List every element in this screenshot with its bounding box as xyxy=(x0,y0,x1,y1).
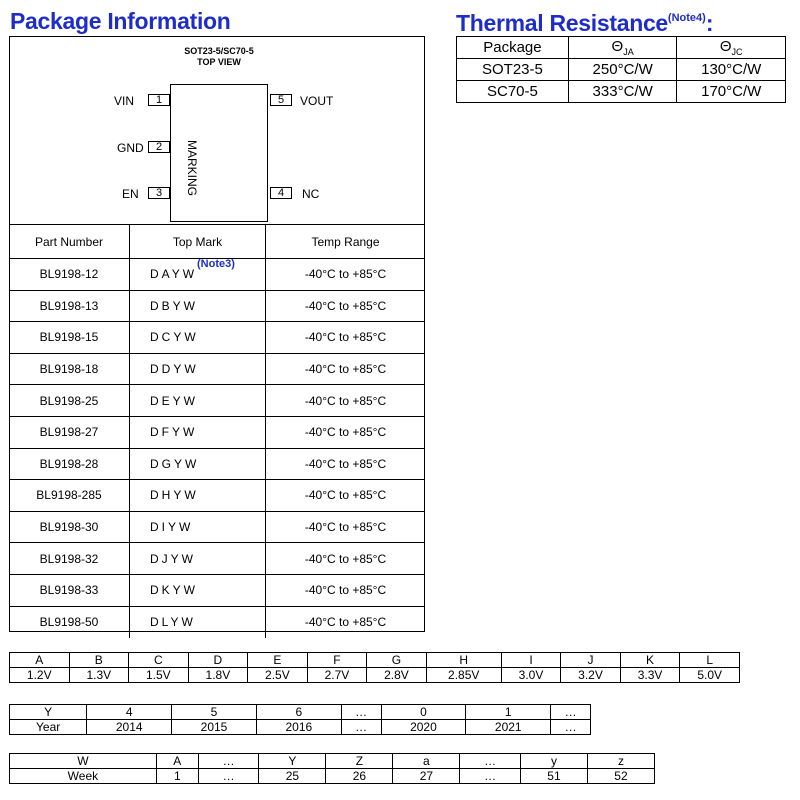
code-table-cell: 5.0V xyxy=(680,668,740,683)
code-table-cell: A xyxy=(156,754,198,769)
code-table-cell: 1.3V xyxy=(69,668,129,683)
thermal-note: (Note4) xyxy=(667,11,706,24)
code-table-row xyxy=(10,705,591,720)
code-table-cell: 26 xyxy=(326,769,393,784)
header-temp-range: Temp Range xyxy=(266,225,426,259)
code-table-cell: 3.3V xyxy=(620,668,680,683)
year-code-table xyxy=(9,704,591,735)
code-table-cell: 4 xyxy=(87,705,172,720)
code-table-cell: 2.8V xyxy=(367,668,427,683)
pin-5: 5 xyxy=(270,94,292,106)
temp-range-cell: -40°C to +85°C xyxy=(266,511,426,543)
thermal-title: Thermal Resistance xyxy=(456,10,668,36)
top-mark-cell xyxy=(130,385,266,417)
code-table-row xyxy=(10,653,740,668)
voltage-code-table xyxy=(9,652,740,683)
header-top-mark: Top Mark xyxy=(130,225,266,259)
code-table-cell: a xyxy=(393,754,460,769)
temp-range-cell: -40°C to +85°C xyxy=(266,259,426,291)
top-mark-cell xyxy=(130,574,266,606)
temp-range-cell: -40°C to +85°C xyxy=(266,606,426,638)
code-table-cell: 2.85V xyxy=(426,668,501,683)
thermal-cell: 170°C/W xyxy=(677,81,786,103)
top-mark-text: DBYW xyxy=(150,298,198,313)
code-table-cell: E xyxy=(248,653,308,668)
top-mark-cell xyxy=(130,322,266,354)
top-mark-text: DCYW xyxy=(150,330,199,345)
code-table-cell: 6 xyxy=(256,705,341,720)
top-mark-cell xyxy=(130,511,266,543)
theta-symbol: Θ xyxy=(611,38,624,55)
code-table-cell: … xyxy=(460,754,521,769)
code-table-cell: 3.2V xyxy=(561,668,621,683)
temp-range-cell: -40°C to +85°C xyxy=(266,416,426,448)
part-row xyxy=(9,259,425,291)
package-caption-line2: TOP VIEW xyxy=(197,57,241,67)
code-table-cell: 2021 xyxy=(466,720,551,735)
code-table-cell: z xyxy=(587,754,654,769)
part-row xyxy=(9,480,425,512)
part-number-cell: BL9198-18 xyxy=(9,353,130,385)
top-mark-text: DGYW xyxy=(150,456,200,471)
code-table-cell: … xyxy=(341,705,381,720)
top-mark-text: DDYW xyxy=(150,362,199,377)
code-table-cell: Y xyxy=(259,754,326,769)
code-table-cell: 2.5V xyxy=(248,668,308,683)
thermal-header-theta-ja xyxy=(568,37,677,59)
code-table-cell: F xyxy=(307,653,367,668)
theta-jc-sub: JC xyxy=(731,47,743,57)
pin-2: 2 xyxy=(148,141,170,153)
top-mark-cell xyxy=(130,606,266,638)
top-mark-cell xyxy=(130,259,266,291)
code-table-cell: C xyxy=(129,653,189,668)
code-table-cell: A xyxy=(10,653,70,668)
part-number-cell: BL9198-25 xyxy=(9,385,130,417)
part-number-cell: BL9198-15 xyxy=(9,322,130,354)
code-table-cell: 1 xyxy=(466,705,551,720)
top-mark-text: DIYW xyxy=(150,520,194,535)
thermal-table xyxy=(456,36,786,103)
week-code-table xyxy=(9,753,655,784)
code-table-cell: 27 xyxy=(393,769,460,784)
code-table-cell: Year xyxy=(10,720,87,735)
temp-range-cell: -40°C to +85°C xyxy=(266,480,426,512)
thermal-cell: 250°C/W xyxy=(568,59,677,81)
code-table-cell: … xyxy=(551,705,591,720)
pin-label-vout: VOUT xyxy=(300,94,334,108)
code-table-cell: 1.5V xyxy=(129,668,189,683)
code-table-cell: y xyxy=(520,754,587,769)
code-table-cell: W xyxy=(10,754,157,769)
temp-range-cell: -40°C to +85°C xyxy=(266,385,426,417)
code-table-cell: 1.2V xyxy=(10,668,70,683)
code-table-cell: 2015 xyxy=(172,720,257,735)
thermal-cell: SC70-5 xyxy=(457,81,569,103)
top-mark-text: DJYW xyxy=(150,551,196,566)
pin-label-gnd: GND xyxy=(117,141,144,155)
temp-range-cell: -40°C to +85°C xyxy=(266,448,426,480)
theta-ja-sub: JA xyxy=(623,47,634,57)
part-row xyxy=(9,416,425,448)
part-number-cell: BL9198-27 xyxy=(9,416,130,448)
thermal-cell: SOT23-5 xyxy=(457,59,569,81)
code-table-row xyxy=(10,668,740,683)
code-table-row xyxy=(10,769,655,784)
top-mark-cell xyxy=(130,353,266,385)
code-table-cell: … xyxy=(551,720,591,735)
code-table-cell: Y xyxy=(10,705,87,720)
thermal-row xyxy=(457,59,786,81)
code-table-cell: 1.8V xyxy=(188,668,248,683)
thermal-header-theta-jc xyxy=(677,37,786,59)
part-number-cell: BL9198-33 xyxy=(9,574,130,606)
part-number-cell: BL9198-32 xyxy=(9,543,130,575)
code-table-cell: 2014 xyxy=(87,720,172,735)
code-table-cell: I xyxy=(501,653,561,668)
part-number-cell: BL9198-285 xyxy=(9,480,130,512)
part-number-cell: BL9198-12 xyxy=(9,259,130,291)
top-mark-text: DLYW xyxy=(150,615,196,630)
top-mark-text: DKYW xyxy=(150,583,198,598)
code-table-row xyxy=(10,754,655,769)
pin-label-en: EN xyxy=(122,187,139,201)
part-table-header xyxy=(9,225,425,259)
code-table-cell: 2016 xyxy=(256,720,341,735)
part-number-table xyxy=(9,224,425,638)
chip-marking-label: MARKING xyxy=(185,140,199,197)
thermal-title-wrap xyxy=(456,10,713,37)
code-table-cell: 2020 xyxy=(381,720,466,735)
top-mark-cell xyxy=(130,543,266,575)
thermal-header-row xyxy=(457,37,786,59)
thermal-colon: : xyxy=(705,10,714,36)
code-table-cell: 0 xyxy=(381,705,466,720)
top-mark-cell xyxy=(130,416,266,448)
part-row xyxy=(9,543,425,575)
part-row xyxy=(9,385,425,417)
pin-label-nc: NC xyxy=(302,187,320,201)
theta-symbol: Θ xyxy=(719,38,732,55)
temp-range-cell: -40°C to +85°C xyxy=(266,322,426,354)
top-mark-text: DEYW xyxy=(150,393,198,408)
part-row xyxy=(9,353,425,385)
temp-range-cell: -40°C to +85°C xyxy=(266,290,426,322)
top-mark-cell xyxy=(130,448,266,480)
part-row xyxy=(9,290,425,322)
code-table-row xyxy=(10,720,591,735)
code-table-cell: 51 xyxy=(520,769,587,784)
code-table-cell: 25 xyxy=(259,769,326,784)
thermal-cell: 130°C/W xyxy=(677,59,786,81)
part-number-cell: BL9198-28 xyxy=(9,448,130,480)
code-table-cell: … xyxy=(198,769,259,784)
code-table-cell: J xyxy=(561,653,621,668)
code-table-cell: 52 xyxy=(587,769,654,784)
code-table-cell: 1 xyxy=(156,769,198,784)
top-mark-cell xyxy=(130,480,266,512)
part-row xyxy=(9,606,425,638)
part-row xyxy=(9,448,425,480)
thermal-row xyxy=(457,81,786,103)
code-table-cell: … xyxy=(341,720,381,735)
top-mark-note: (Note3) xyxy=(197,258,235,270)
code-table-cell: Week xyxy=(10,769,157,784)
code-table-cell: 3.0V xyxy=(501,668,561,683)
package-caption-line1: SOT23-5/SC70-5 xyxy=(184,46,254,56)
code-table-cell: Z xyxy=(326,754,393,769)
thermal-header-package: Package xyxy=(457,37,569,59)
code-table-cell: K xyxy=(620,653,680,668)
temp-range-cell: -40°C to +85°C xyxy=(266,353,426,385)
top-mark-text: DFYW xyxy=(150,425,198,440)
pin-4: 4 xyxy=(270,187,292,199)
top-mark-text: DAYW xyxy=(150,267,198,282)
code-table-cell: 2.7V xyxy=(307,668,367,683)
code-table-cell: 5 xyxy=(172,705,257,720)
pin-label-vin: VIN xyxy=(114,94,135,108)
header-part-number: Part Number xyxy=(9,225,130,259)
code-table-cell: G xyxy=(367,653,427,668)
part-row xyxy=(9,322,425,354)
pin-3: 3 xyxy=(148,187,170,199)
code-table-cell: L xyxy=(680,653,740,668)
code-table-cell: H xyxy=(426,653,501,668)
top-mark-cell xyxy=(130,290,266,322)
code-table-cell: … xyxy=(460,769,521,784)
package-info-title: Package Information xyxy=(10,8,231,34)
part-number-cell: BL9198-30 xyxy=(9,511,130,543)
part-number-cell: BL9198-50 xyxy=(9,606,130,638)
pin-1: 1 xyxy=(148,94,170,106)
code-table-cell: B xyxy=(69,653,129,668)
temp-range-cell: -40°C to +85°C xyxy=(266,574,426,606)
thermal-cell: 333°C/W xyxy=(568,81,677,103)
temp-range-cell: -40°C to +85°C xyxy=(266,543,426,575)
part-row xyxy=(9,574,425,606)
top-mark-text: DHYW xyxy=(150,488,199,503)
part-number-cell: BL9198-13 xyxy=(9,290,130,322)
code-table-cell: … xyxy=(198,754,259,769)
code-table-cell: D xyxy=(188,653,248,668)
part-row xyxy=(9,511,425,543)
